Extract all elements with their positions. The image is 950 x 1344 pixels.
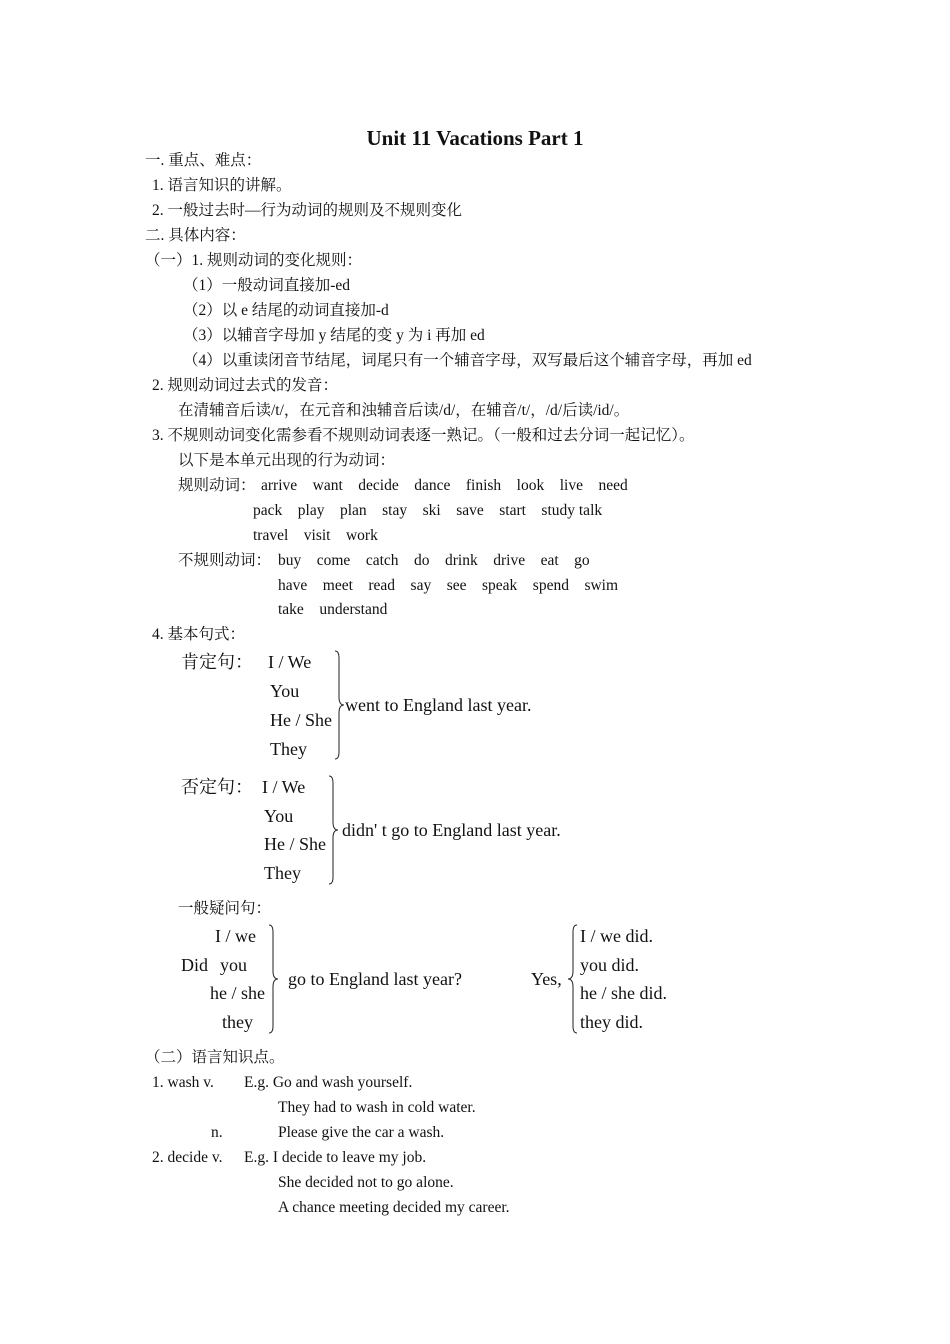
negative-subject-4: They xyxy=(264,863,301,883)
rule-3: （3）以辅音字母加 y 结尾的变 y 为 i 再加 ed xyxy=(183,327,485,344)
regular-verbs-line-3: travel visit work xyxy=(253,527,378,544)
affirmative-subject-2: You xyxy=(270,681,300,701)
negative-subject-2: You xyxy=(264,806,294,826)
decide-example-1: E.g. I decide to leave my job. xyxy=(244,1149,427,1166)
irregular-verbs-line-1: buy come catch do drink drive eat go xyxy=(278,552,590,569)
pronunciation-text: 在清辅音后读/t/，在元音和浊辅音后读/d/，在辅音/t/，/d/后读/id/。 xyxy=(178,402,630,419)
wash-example-3: Please give the car a wash. xyxy=(278,1124,445,1141)
question-subject-3: he / she xyxy=(210,983,265,1003)
question-predicate: go to England last year? xyxy=(288,969,462,989)
irregular-verbs-line-2: have meet read say see speak spend swim xyxy=(278,577,619,594)
irregular-note: 3. 不规则动词变化需参看不规则动词表逐一熟记。（一般和过去分词一起记忆）。 xyxy=(152,427,695,444)
answer-2: you did. xyxy=(580,955,640,975)
pronunciation-heading: 2. 规则动词过去式的发音： xyxy=(152,377,339,394)
answer-4: they did. xyxy=(580,1012,643,1032)
decide-head: 2. decide v. xyxy=(152,1149,223,1166)
regular-verbs-line-1: arrive want decide dance finish look live need xyxy=(261,477,628,494)
decide-example-2: She decided not to go alone. xyxy=(278,1174,454,1191)
irregular-verbs-line-3: take understand xyxy=(278,601,388,618)
patterns-heading: 4. 基本句式： xyxy=(152,626,246,643)
regular-verbs-label: 规则动词： xyxy=(178,477,256,494)
negative-label: 否定句： xyxy=(181,777,253,797)
affirmative-label: 肯定句： xyxy=(181,652,253,672)
question-subject-4: they xyxy=(222,1012,253,1032)
rule-2: （2）以 e 结尾的动词直接加-d xyxy=(183,302,389,319)
rule-4: （4）以重读闭音节结尾，词尾只有一个辅音字母，双写最后这个辅音字母，再加 ed xyxy=(183,352,752,369)
section1-item-2: 2. 一般过去时—行为动词的规则及不规则变化 xyxy=(152,202,463,219)
answer-brace xyxy=(566,924,578,1034)
section2-heading: 二. 具体内容： xyxy=(145,227,246,244)
part1-heading: （一）1. 规则动词的变化规则： xyxy=(145,252,363,269)
affirmative-subject-4: They xyxy=(270,739,307,759)
page-title: Unit 11 Vacations Part 1 xyxy=(366,126,584,150)
negative-brace xyxy=(328,775,340,885)
question-brace xyxy=(268,924,280,1034)
negative-predicate: didn' t go to England last year. xyxy=(342,820,561,840)
part2-heading: （二）语言知识点。 xyxy=(145,1049,285,1066)
affirmative-subject-3: He / She xyxy=(270,710,332,730)
question-did: Did xyxy=(181,955,208,975)
question-subject-1: I / we xyxy=(215,926,256,946)
irregular-verbs-label: 不规则动词： xyxy=(178,552,272,569)
answer-3: he / she did. xyxy=(580,983,667,1003)
wash-noun-label: n. xyxy=(211,1124,223,1141)
verbs-intro: 以下是本单元出现的行为动词： xyxy=(178,452,396,469)
wash-example-1: E.g. Go and wash yourself. xyxy=(244,1074,413,1091)
answer-1: I / we did. xyxy=(580,926,653,946)
rule-1: （1）一般动词直接加-ed xyxy=(183,277,351,294)
negative-subject-3: He / She xyxy=(264,834,326,854)
wash-head: 1. wash v. xyxy=(152,1074,214,1091)
decide-example-3: A chance meeting decided my career. xyxy=(278,1199,510,1216)
question-label: 一般疑问句： xyxy=(178,900,272,917)
affirmative-predicate: went to England last year. xyxy=(345,695,532,715)
affirmative-subject-1: I / We xyxy=(268,652,312,672)
regular-verbs-line-2: pack play plan stay ski save start study talk xyxy=(253,502,603,519)
section1-item-1: 1. 语言知识的讲解。 xyxy=(152,177,292,194)
wash-example-2: They had to wash in cold water. xyxy=(278,1099,476,1116)
question-subject-2: you xyxy=(220,955,247,975)
negative-subject-1: I / We xyxy=(262,777,306,797)
section1-heading: 一. 重点、难点： xyxy=(145,152,262,169)
answer-yes: Yes, xyxy=(531,969,562,989)
